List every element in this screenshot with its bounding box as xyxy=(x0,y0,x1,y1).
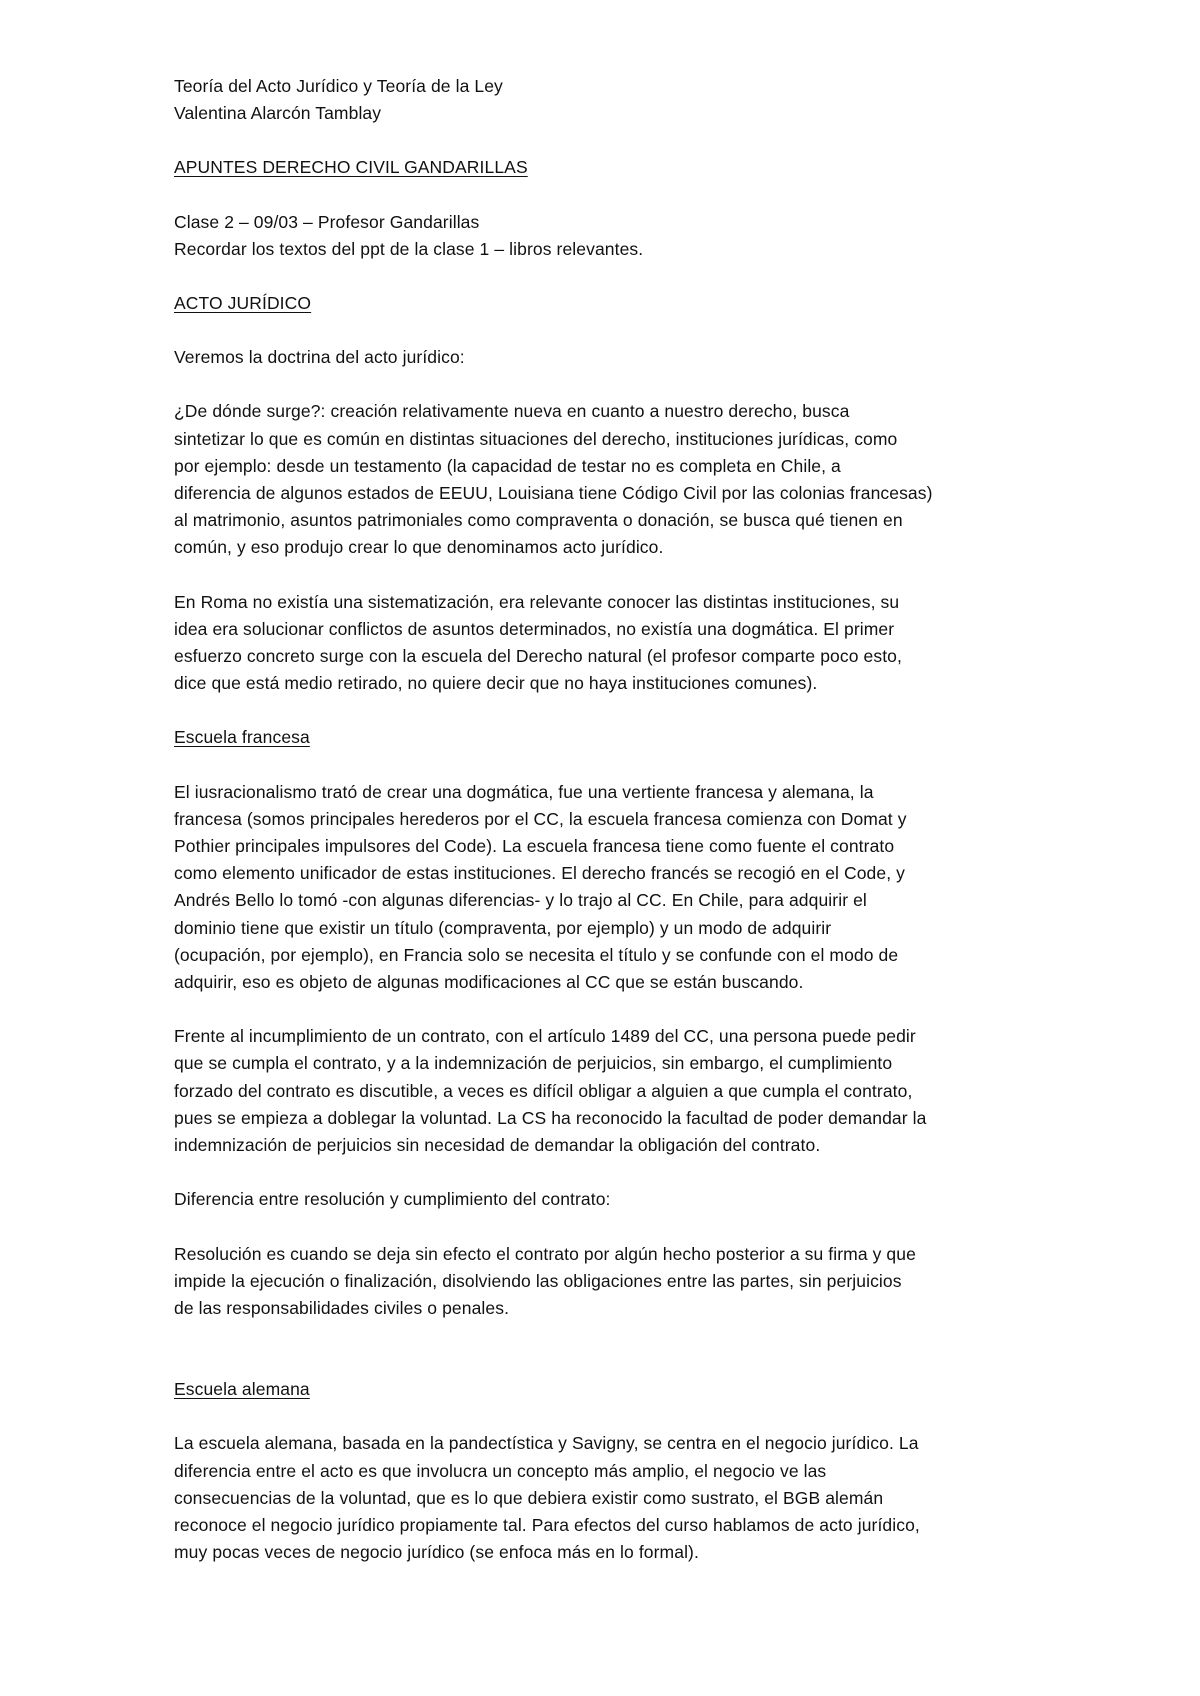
text-line: diferencia de algunos estados de EEUU, Louisiana tiene Código Civil por las colonias francesas) xyxy=(174,483,933,504)
text-line: impide la ejecución o finalización, disolviendo las obligaciones entre las partes, sin perjuicios xyxy=(174,1270,902,1291)
text-line: La escuela alemana, basada en la pandectística y Savigny, se centra en el negocio jurídico. La xyxy=(174,1433,919,1454)
document-title: APUNTES DERECHO CIVIL GANDARILLAS xyxy=(174,157,528,178)
class-info-line-2: Recordar los textos del ppt de la clase 1 – libros relevantes. xyxy=(174,238,644,259)
section-heading-escuela-francesa: Escuela francesa xyxy=(174,727,310,748)
text-line: Frente al incumplimiento de un contrato, con el artículo 1489 del CC, una persona puede pedir xyxy=(174,1026,916,1047)
acto-paragraph-2 xyxy=(174,589,1054,698)
text-line: común, y eso produjo crear lo que denominamos acto jurídico. xyxy=(174,537,664,558)
text-line: dice que está medio retirado, no quiere decir que no haya instituciones comunes). xyxy=(174,673,818,694)
section-heading-acto-juridico: ACTO JURÍDICO xyxy=(174,293,312,314)
text-line: indemnización de perjuicios sin necesidad de demandar la obligación del contrato. xyxy=(174,1135,821,1156)
text-line: (ocupación, por ejemplo), en Francia solo se necesita el título y se confunde con el modo de xyxy=(174,944,899,965)
francesa-paragraph-1 xyxy=(174,779,1054,997)
text-line: de las responsabilidades civiles o penales. xyxy=(174,1297,510,1318)
text-line: francesa (somos principales herederos por el CC, la escuela francesa comienza con Domat y xyxy=(174,808,907,829)
alemana-paragraph-1 xyxy=(174,1430,1054,1566)
text-line: ¿De dónde surge?: creación relativamente nueva en cuanto a nuestro derecho, busca xyxy=(174,401,850,422)
francesa-paragraph-3: Diferencia entre resolución y cumplimiento del contrato: xyxy=(174,1189,611,1210)
francesa-paragraph-2 xyxy=(174,1023,1054,1159)
text-line: Pothier principales impulsores del Code). La escuela francesa tiene como fuente el contrato xyxy=(174,836,895,857)
text-line: muy pocas veces de negocio jurídico (se enfoca más en lo formal). xyxy=(174,1542,699,1563)
class-info-line-1: Clase 2 – 09/03 – Profesor Gandarillas xyxy=(174,211,480,232)
text-line: consecuencias de la voluntad, que es lo que debiera existir como sustrato, el BGB alemán xyxy=(174,1487,884,1508)
text-line: que se cumpla el contrato, y a la indemnización de perjuicios, sin embargo, el cumplimiento xyxy=(174,1053,893,1074)
text-line: pues se empieza a doblegar la voluntad. La CS ha reconocido la facultad de poder demandar la xyxy=(174,1107,927,1128)
text-line: diferencia entre el acto es que involucra un concepto más amplio, el negocio ve las xyxy=(174,1460,827,1481)
text-line: Andrés Bello lo tomó -con algunas diferencias- y lo trajo al CC. En Chile, para adquirir el xyxy=(174,890,867,911)
text-line: al matrimonio, asuntos patrimoniales como compraventa o donación, se busca qué tienen en xyxy=(174,510,903,531)
acto-intro: Veremos la doctrina del acto jurídico: xyxy=(174,347,465,368)
section-heading-escuela-alemana: Escuela alemana xyxy=(174,1379,310,1400)
text-line: En Roma no existía una sistematización, era relevante conocer las distintas instituciones, su xyxy=(174,591,900,612)
text-line: dominio tiene que existir un título (compraventa, por ejemplo) y un modo de adquirir xyxy=(174,917,832,938)
text-line: adquirir, eso es objeto de algunas modificaciones al CC que se están buscando. xyxy=(174,972,804,993)
author-name: Valentina Alarcón Tamblay xyxy=(174,103,382,124)
text-line: por ejemplo: desde un testamento (la capacidad de testar no es completa en Chile, a xyxy=(174,455,841,476)
document-page xyxy=(174,73,1054,1566)
text-line: reconoce el negocio jurídico propiamente tal. Para efectos del curso hablamos de acto jurídico, xyxy=(174,1514,920,1535)
text-line: forzado del contrato es discutible, a veces es difícil obligar a alguien a que cumpla el contrato, xyxy=(174,1080,913,1101)
text-line: Resolución es cuando se deja sin efecto el contrato por algún hecho posterior a su firma y que xyxy=(174,1243,916,1264)
text-line: idea era solucionar conflictos de asuntos determinados, no existía una dogmática. El primer xyxy=(174,618,895,639)
acto-paragraph-1 xyxy=(174,398,1054,561)
francesa-paragraph-4 xyxy=(174,1241,1054,1323)
text-line: esfuerzo concreto surge con la escuela del Derecho natural (el profesor comparte poco esto, xyxy=(174,646,902,667)
text-line: sintetizar lo que es común en distintas situaciones del derecho, instituciones jurídicas, como xyxy=(174,428,898,449)
text-line: como elemento unificador de estas instituciones. El derecho francés se recogió en el Code, y xyxy=(174,863,905,884)
text-line: El iusracionalismo trató de crear una dogmática, fue una vertiente francesa y alemana, la xyxy=(174,781,874,802)
course-title: Teoría del Acto Jurídico y Teoría de la Ley xyxy=(174,76,503,96)
